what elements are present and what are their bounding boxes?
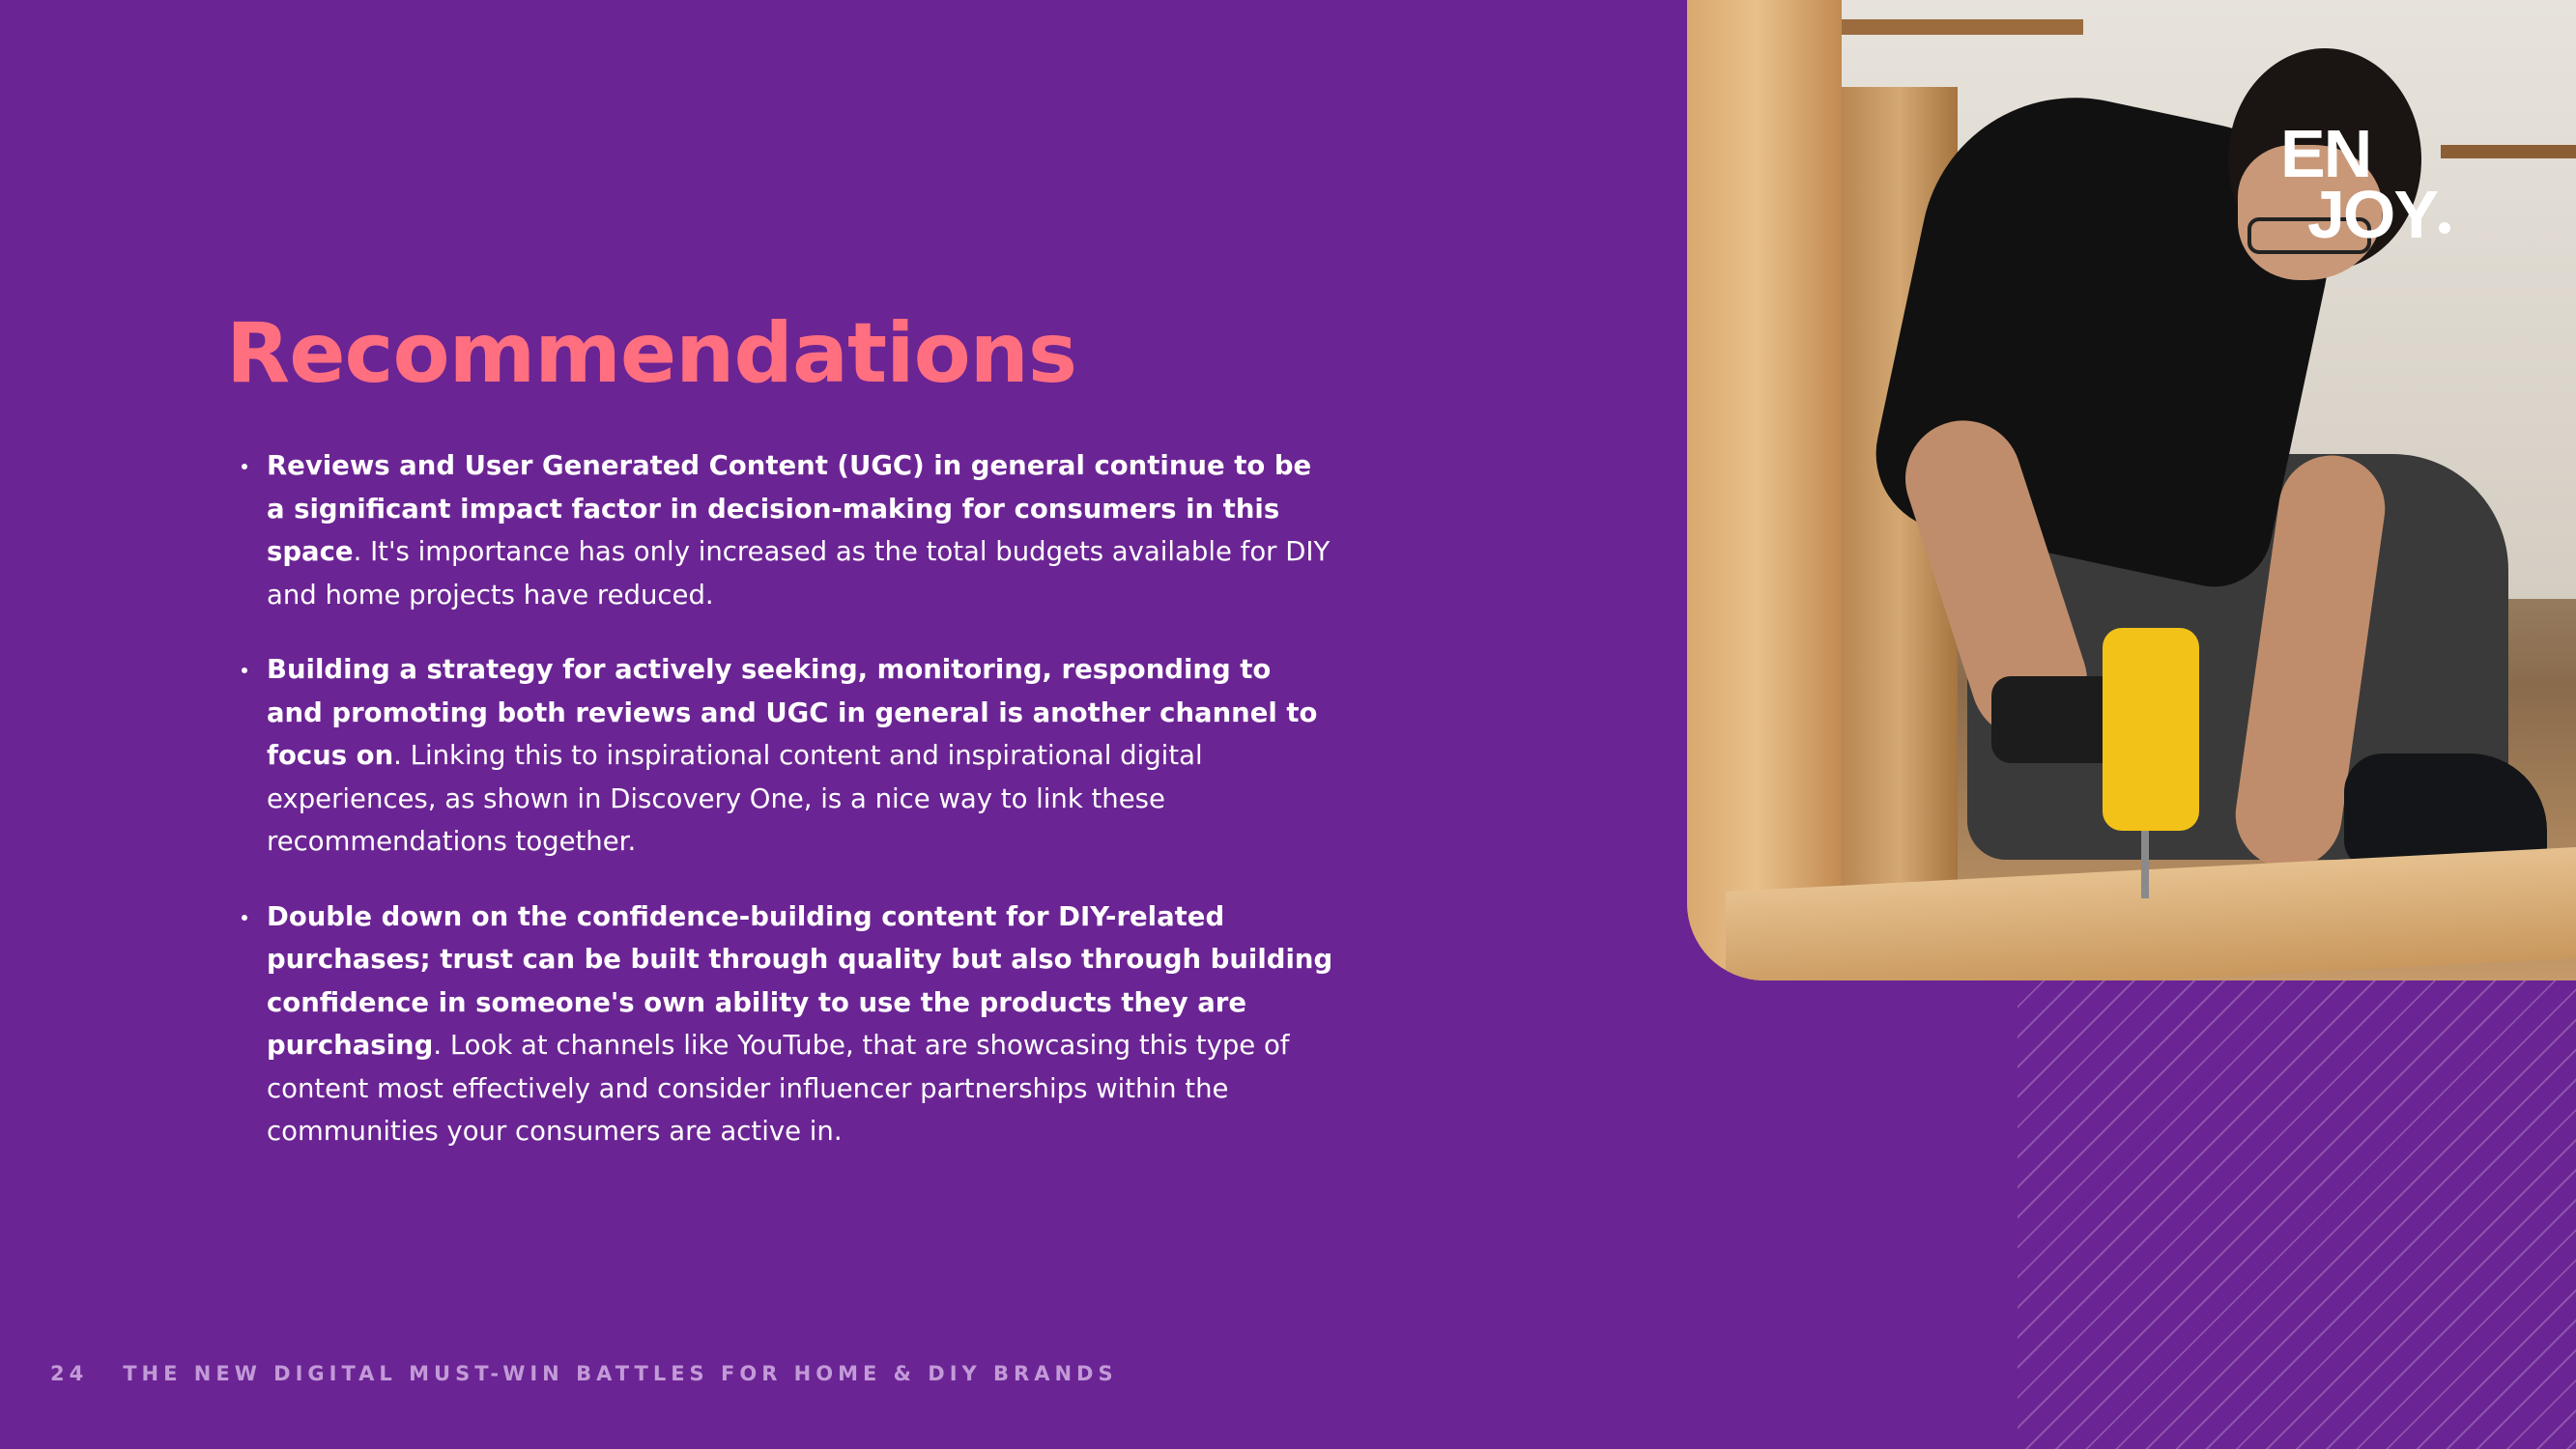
bullet-bold-text: Reviews and User Generated Content (UGC) in general continue to be a significant impact factor in decision-making for consumers in this space — [267, 450, 1312, 567]
workshop-shelf — [1842, 19, 2083, 35]
enjoy-logo — [2280, 116, 2454, 252]
logo-line-1: EN — [2280, 116, 2371, 191]
drill-icon — [2103, 628, 2199, 831]
document-title: THE NEW DIGITAL MUST-WIN BATTLES FOR HOME & DIY BRANDS — [123, 1362, 1118, 1385]
bullet-punct: . — [433, 1030, 443, 1061]
diagonal-hatch-pattern — [2018, 976, 2576, 1449]
bullet-body-text: Look at channels like YouTube, that are showcasing this type of content most effectively and consider influencer partnerships within the communities your consumers are active in. — [267, 1030, 1290, 1147]
bullet-bold-text: Building a strategy for actively seeking, monitoring, responding to and promoting both reviews and UGC in general is another channel to focus on — [267, 654, 1318, 771]
logo-line-2: JOY — [2307, 177, 2438, 252]
wood-beam — [1687, 0, 1842, 980]
page-footer — [50, 1362, 1118, 1385]
bullet-punct: . — [353, 536, 362, 567]
bullet-body-text: It's importance has only increased as the total budgets available for DIY and home projects have reduced. — [267, 536, 1331, 611]
workshop-shelf — [2441, 145, 2576, 158]
list-item — [242, 895, 1333, 1153]
list-item — [242, 648, 1333, 864]
bullet-punct: . — [393, 740, 402, 771]
logo-dot — [2439, 222, 2450, 234]
list-item — [242, 444, 1333, 616]
page-title: Recommendations — [226, 305, 1077, 402]
page-number: 24 — [50, 1362, 89, 1385]
bullet-bold-text: Double down on the confidence-building content for DIY-related purchases; trust can be built through quality but also through building confidence in someone's own ability to use the products they are purchasing — [267, 900, 1333, 1061]
drill-bit — [2141, 831, 2149, 898]
bullet-body-text: Linking this to inspirational content and inspirational digital experiences, as shown in Discovery One, is a nice way to link these recommendations together. — [267, 740, 1203, 857]
recommendation-list — [242, 444, 1333, 1185]
